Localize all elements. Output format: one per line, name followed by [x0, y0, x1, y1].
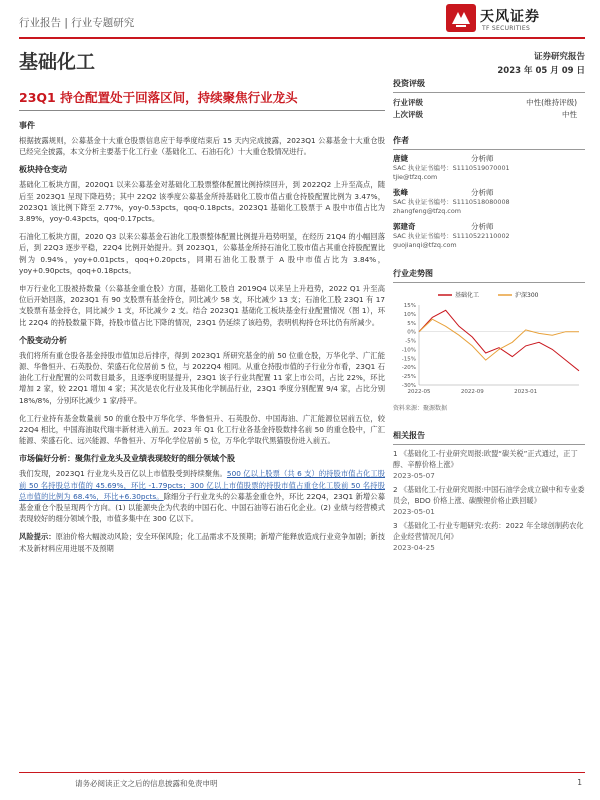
trend-chart — [393, 287, 585, 402]
related-report-title[interactable]: 3 《基础化工-行业专题研究:农药：2022 年全球创制药农化企业经营情况几何》 — [393, 521, 584, 541]
footer-divider — [19, 772, 585, 773]
analyst-name: 唐婕 — [393, 154, 408, 163]
analyst-email[interactable]: tjie@tfzq.com — [393, 173, 438, 181]
risk-paragraph — [19, 531, 385, 553]
y-tick-label: -25% — [401, 374, 416, 381]
industry-title: 基础化工 — [19, 51, 96, 73]
analyst-email[interactable]: zhangfeng@tfzq.com — [393, 207, 461, 215]
trend-divider — [393, 282, 585, 283]
headline-divider — [19, 110, 385, 111]
market-highlight-1: 500 亿以上股票（共 6 支）的持股市值占化工股前 50 名持股总市值的 45.69%，环比 -1.79pcts； — [19, 469, 386, 490]
page-number: 1 — [577, 778, 582, 787]
rating-value: 中性(维持评级) — [526, 98, 577, 107]
y-tick-label: -5% — [405, 338, 416, 345]
page-header — [0, 0, 600, 40]
analyst-card — [393, 154, 585, 182]
analyst-role: 分析师 — [471, 154, 494, 163]
legend-label: 沪深300 — [515, 292, 539, 299]
section-title-market: 市场偏好分析：聚焦行业龙头及业绩表现较好的细分领域个股 — [19, 454, 235, 464]
footer-disclaimer: 请务必阅读正文之后的信息披露和免责申明 — [75, 779, 218, 788]
y-tick-label: -20% — [401, 365, 416, 372]
y-tick-label: -10% — [401, 347, 416, 354]
risk-title: 风险提示： — [19, 532, 56, 542]
logo-subtext: TF SECURITIES — [482, 25, 531, 32]
report-date: 2023 年 05 月 09 日 — [497, 66, 585, 76]
report-type: 证券研究报告 — [533, 52, 585, 62]
related-title: 相关报告 — [393, 431, 425, 440]
main-content — [19, 120, 385, 561]
rating-row — [393, 109, 585, 121]
report-headline: 23Q1 持仓配置处于回落区间，持续聚焦行业龙头 — [19, 90, 298, 105]
series-line-0 — [419, 310, 579, 371]
related-report-date: 2023-05-07 — [393, 471, 435, 480]
y-tick-label: 5% — [407, 320, 416, 327]
sector-paragraph-2: 石油化工板块方面，2020 Q3 以来公募基金石油化工股票整体配置比例提升趋势明显，在经历 21Q4 的小幅回落后，到 22Q3 逐步平稳，22Q4 比例开始提升。到 2023Q1，公募基金所持石油化工股市值占其重仓持股配置比例为 0.94%，yoy+0.01pcts，qoq+0.20pcts，同期石油化工股票于 A 股中市值占比为 3.84%，yoy+0.90pcts，qoq+0.18pcts。 — [19, 232, 385, 275]
analyst-card — [393, 188, 585, 216]
related-report-title[interactable]: 1 《基础化工-行业研究周报:欧盟“碳关税”正式通过，正丁醇、辛醇价格上涨》 — [393, 449, 578, 469]
stock-paragraph-2: 化工行业持有基金数量前 50 的重仓股中万华化学、华鲁恒升、石英股份、中国海油、广汇能源位居前五位，较 22Q4 相比，中国海油取代瑞丰新材进入前五。2023 年 Q1 化工行业各基金持股数排名前 50 的重仓股中，广汇能源、荣盛石化、远兴能源、华鲁恒升、万华化学位居前 5 位，万华化学取代黑猫股份进入前五。 — [19, 413, 385, 446]
doc-type-label: 行业报告 | 行业专题研究 — [19, 17, 135, 29]
y-tick-label: -15% — [401, 356, 416, 363]
analyst-cert: SAC 执业证书编号：S1110522110002 — [393, 232, 510, 240]
series-line-1 — [419, 319, 579, 360]
trend-title: 行业走势图 — [393, 269, 433, 278]
trend-chart-svg — [393, 287, 585, 402]
x-tick-label: 2023-01 — [514, 389, 538, 395]
x-tick-label: 2022-09 — [460, 389, 484, 395]
analyst-email[interactable]: guojianqi@tfzq.com — [393, 241, 457, 249]
analyst-cert: SAC 执业证书编号：S1110519070001 — [393, 164, 510, 172]
y-tick-label: 0% — [407, 329, 416, 336]
related-report-date: 2023-05-01 — [393, 507, 435, 516]
market-highlight-2: 300 亿以上市值股票的持股市值占重仓化工股前 50 名持股总市值的比例为 68.4%，环比+6.30pcts。 — [19, 480, 385, 501]
rating-divider — [393, 92, 585, 93]
risk-text: 原油价格大幅波动风险；安全环保风险；化工品需求不及预期；新增产能释放造成行业竞争加剧；新技术及新材料应用进展不及预期 — [19, 532, 386, 553]
y-tick-label: 10% — [403, 311, 416, 318]
analyst-name: 张峰 — [393, 188, 408, 197]
sector-paragraph-3: 申万行业化工股被持数量（公募基金重仓股）方面，基础化工股自 2019Q4 以来呈上升趋势，2022 Q1 升至高位后开始回落，2023Q1 有 90 支股票有基金持仓，同比减少 58 支，环比减少 13 支；石油化工股 23Q1 有 17 支股票有基金持仓，同比减少 1 支，环比减少 2 支。结合 2023Q1 基础化工板块基金行业配置情况（图 1），环比 22Q4 的持股数量下降，持股市值占比下降的情况，23Q1 仍延续了该趋势，表明机构持仓环比仍有所减少。 — [19, 284, 385, 327]
rating-key: 行业评级 — [393, 98, 423, 107]
authors-divider — [393, 149, 585, 150]
section-title-stock: 个股变动分析 — [19, 335, 67, 345]
market-text-a: 我们发现，2023Q1 行业龙头及百亿以上市值股受到持续聚焦。 — [19, 469, 227, 479]
analyst-name: 郭建奇 — [393, 222, 416, 231]
related-report[interactable] — [393, 485, 585, 516]
event-paragraph: 根据披露规则，公募基金十大重仓股票信息应于每季度结束后 15 天内完成披露，2023Q1 公募基金十大重仓股已经完全披露，本文分析主要基于化工行业（基础化工、石油石化）十大重仓股情况进行。 — [19, 136, 385, 157]
market-paragraph — [19, 468, 385, 524]
related-report-date: 2023-04-25 — [393, 543, 435, 552]
related-report[interactable] — [393, 521, 585, 552]
authors-title: 作者 — [393, 136, 409, 145]
legend-label: 基础化工 — [455, 292, 480, 299]
related-report[interactable] — [393, 449, 585, 480]
logo-text: 天风证券 — [480, 9, 540, 25]
rating-row — [393, 97, 585, 109]
y-tick-label: -30% — [401, 383, 416, 389]
rating-value: 中性 — [562, 110, 577, 119]
analyst-card — [393, 222, 585, 250]
x-tick-label: 2022-05 — [407, 389, 431, 395]
analyst-cert: SAC 执业证书编号：S1110518080008 — [393, 198, 510, 206]
section-title-sector: 板块持仓变动 — [19, 165, 67, 175]
rating-title: 投资评级 — [393, 79, 425, 88]
analyst-role: 分析师 — [471, 188, 494, 197]
y-tick-label: 15% — [403, 303, 416, 309]
related-report-title[interactable]: 2 《基础化工-行业研究周报:中国石油学会成立碳中和专业委员会，BDO 价格上涨、碳酸锂价格止跌回暖》 — [393, 485, 585, 505]
company-logo — [446, 4, 586, 38]
sidebar — [393, 78, 585, 557]
stock-paragraph-1: 我们将所有重仓股各基金持股市值加总后排序，得到 2023Q1 所研究基金的前 50 位重仓股，万华化学、广汇能源、华鲁恒升、石英股份、荣盛石化位居前 5 位，与 2022Q4 相同。从重仓持股市值的子行业分布看，23Q1 石油化工行业配置的公司数目最多，且逐季度明显提升，23Q1 该子行业共配置 11 家上市公司，占比 22%，环比增加 2 家，较 22Q1 增加 4 家；其次是农化行业及其他化学制品行业，23Q1 季度分别配置 9/4 家，占比分别 18%/8%，分别环比减少 1 家/持平。 — [19, 350, 385, 405]
market-text-b: 除细分子行业龙头的公募基金重仓外，环比 22Q4，23Q1 新增公募基金重仓个股呈现两个方向。(1) 以能源央企为代表的中国石化、中国石油等石油石化企业。(2) 业绩与经营模式表现较好的细分领域个股，市值多集中在 300 亿以下。 — [19, 491, 385, 524]
section-title-event: 事件 — [19, 121, 35, 130]
related-divider — [393, 444, 585, 445]
analyst-role: 分析师 — [471, 222, 494, 231]
header-divider — [19, 37, 585, 39]
chart-source: 资料来源：聚源数据 — [393, 405, 448, 412]
rating-key: 上次评级 — [393, 110, 423, 119]
sector-paragraph-1: 基础化工板块方面，2020Q1 以来公募基金对基础化工股票整体配置比例持续回升，到 2022Q2 上升至高点，随后至 2023Q1 呈现下降趋势；其中 22Q2 该季度公募基金所持基础化工股市值占重仓持股配置比例为 3.47%，2023Q1 该比例下降至 2.77%，yoy-0.53pcts，qoq-0.18pcts。2023Q1 基础化工股票于 A 股中市值占比为 3.89%，yoy-0.43pcts，qoq-0.17pcts。 — [19, 180, 385, 224]
logo-mark-icon — [446, 4, 476, 32]
